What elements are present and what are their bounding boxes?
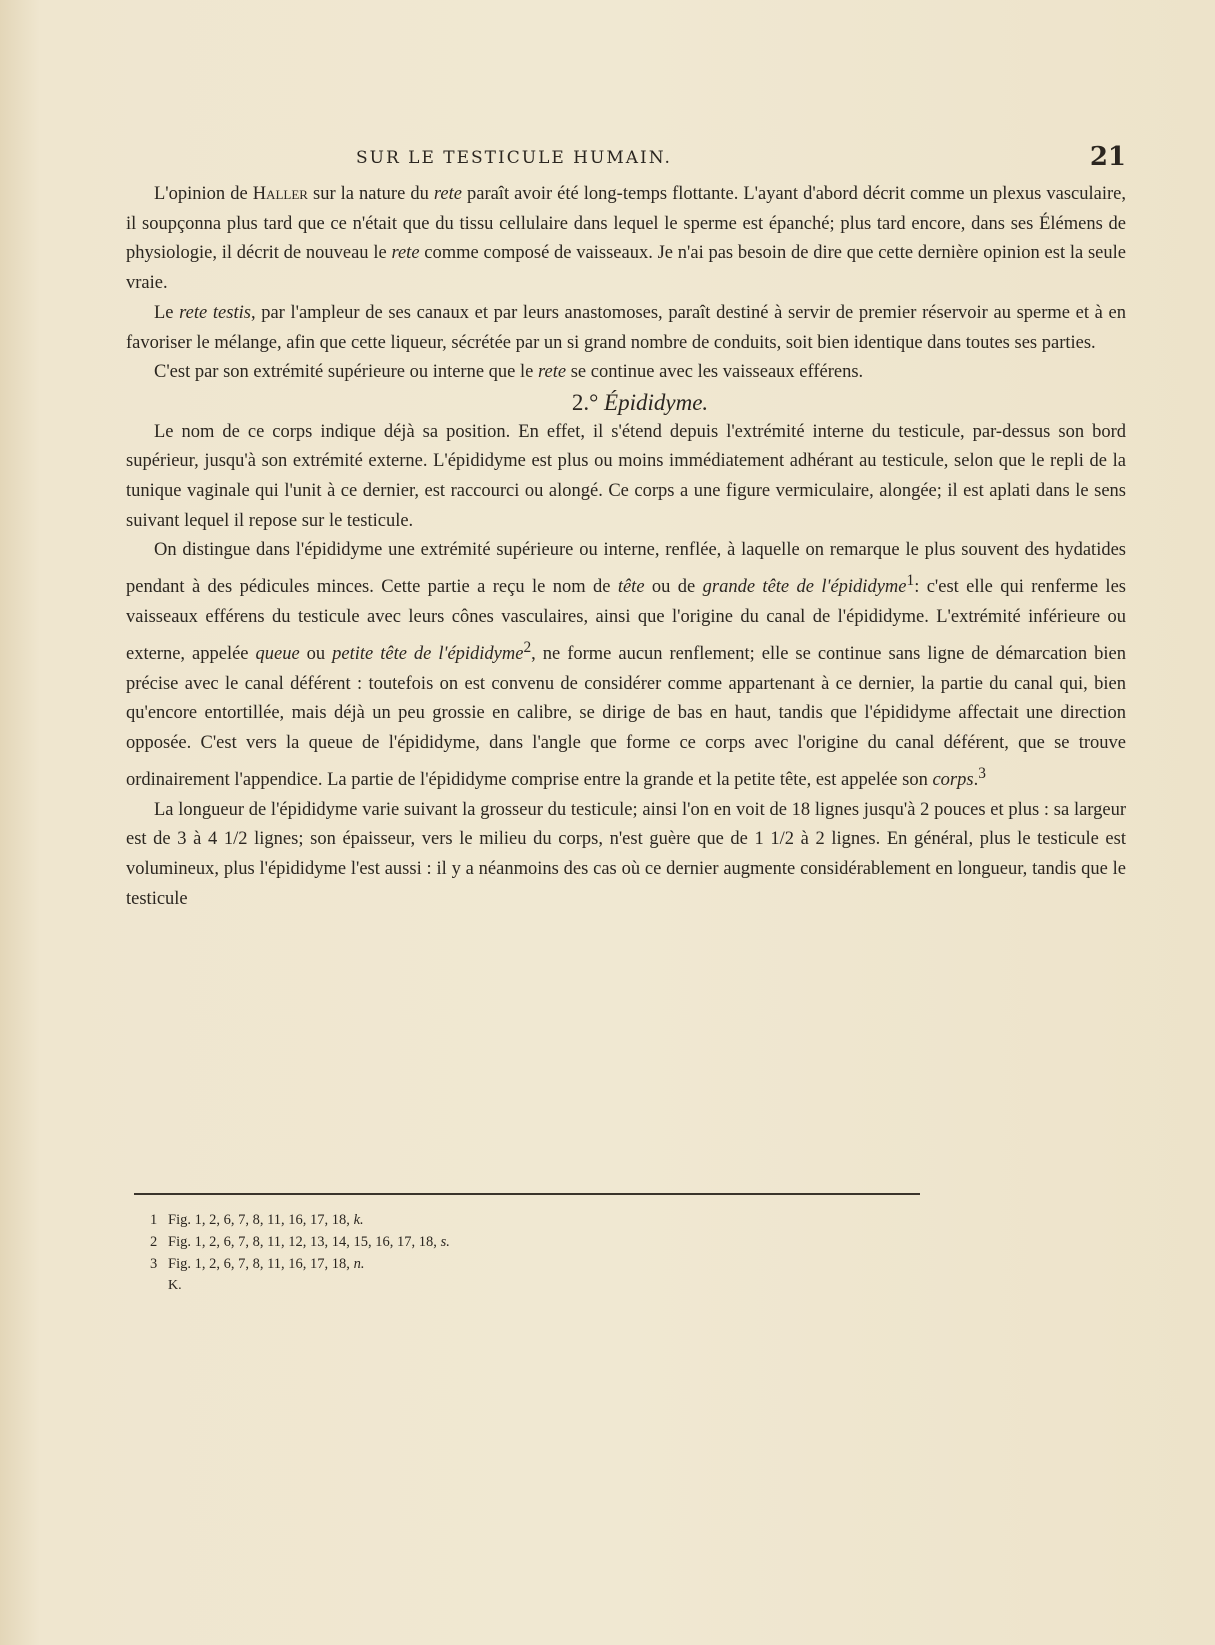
footnote-ref-2[interactable]: 2	[523, 638, 532, 656]
running-title: SUR LE TESTICULE HUMAIN.	[356, 148, 672, 168]
page-header	[126, 142, 1126, 178]
section-title: Épididyme.	[604, 389, 709, 415]
footnotes	[150, 1209, 670, 1297]
paragraph-rete-testis: Le rete testis, par l'ampleur de ses canaux et par leurs anastomoses, paraît destiné à servir de premier réservoir au sperme et à en favoriser le mélange, afin que cette liqueur, sécrétée par un si grand nombre de conduits, soit bien identique dans toutes ses parties.	[126, 302, 1127, 353]
body-text	[126, 180, 1126, 914]
footnote-2: 2 Fig. 1, 2, 6, 7, 8, 11, 12, 13, 14, 15, 16, 17, 18, s.	[150, 1234, 450, 1250]
footnote-divider	[134, 1193, 920, 1195]
paragraph-extremites: On distingue dans l'épididyme une extrémité supérieure ou interne, renflée, à laquelle on remarque le plus souvent des hydatides pendant à des pédicules minces. Cette partie a reçu le nom de tête ou de grande tête de l'épididyme$^1$: c'est elle qui renferme les vaisseaux efférens du testicule avec leurs cônes vasculaires, ainsi que l'origine du canal de l'épididyme. L'extrémité inférieure ou externe, appelée queue ou petite tête de l'épididyme$^2$, ne forme aucun renflement; elle se continue sans ligne de démarcation bien précise avec le canal déférent : toutefois on est convenu de considérer comme appartenant à ce dernier, la partie du canal qui, bien qu'encore entortillée, mais déjà un peu grossie en calibre, se dirige de bas en haut, tandis que l'épididyme affectait une direction opposée. C'est vers la queue de l'épididyme, dans l'angle que forme ce corps avec l'origine du canal déférent, que se trouve ordinairement l'appendice. La partie de l'épididyme comprise entre la grande et la petite tête, est appelée son corps.$^3$	[126, 540, 1126, 790]
footnote-3: 3 Fig. 1, 2, 6, 7, 8, 11, 16, 17, 18, n.	[150, 1256, 365, 1272]
paragraph-haller: L'opinion de Haller sur la nature du rete paraît avoir été long-temps flottante. L'ayant d'abord décrit comme un plexus vasculaire, il soupçonna plus tard que ce n'était que du tissu cellulaire dans lequel le sperme est épanché; plus tard encore, dans ses Élémens de physiologie, il décrit de nouveau le rete comme composé de vaisseaux. Je n'ai pas besoin de dire que cette dernière opinion est la seule vraie.	[126, 184, 1127, 294]
section-heading	[126, 388, 1126, 418]
footnote-1: 1 Fig. 1, 2, 6, 7, 8, 11, 16, 17, 18, k.	[150, 1212, 364, 1228]
footnote-ref-1[interactable]: 1	[906, 572, 915, 590]
footnote-ref-3[interactable]: 3	[978, 764, 986, 782]
paragraph-nom: Le nom de ce corps indique déjà sa position. En effet, il s'étend depuis l'extrémité interne du testicule, par-dessus son bord supérieur, jusqu'à son extrémité externe. L'épididyme est plus ou moins immédiatement adhérant au testicule, selon que le repli de la tunique vaginale qui l'unit à ce dernier, est raccourci ou alongé. Ce corps a une figure vermiculaire, alongée; il est aplati dans le sens suivant lequel il repose sur le testicule.	[126, 421, 1126, 531]
paragraph-longueur: La longueur de l'épididyme varie suivant la grosseur du testicule; ainsi l'on en voit de 18 lignes jusqu'à 2 pouces et plus : sa largeur est de 3 à 4 1/2 lignes; son épaisseur, vers le milieu du corps, n'est guère que de 1 1/2 à 2 lignes. En général, plus le testicule est volumineux, plus l'épididyme l'est aussi : il y a néanmoins des cas où ce dernier augmente considérablement en longueur, tandis que le testicule	[126, 799, 1126, 909]
page-number: 21	[1089, 142, 1126, 172]
author-name: Haller	[252, 184, 308, 204]
section-number: 2.°	[571, 389, 599, 415]
paragraph-rete-continues: C'est par son extrémité supérieure ou interne que le rete se continue avec les vaisseaux efférens.	[154, 362, 864, 383]
signature: K.	[168, 1278, 182, 1293]
